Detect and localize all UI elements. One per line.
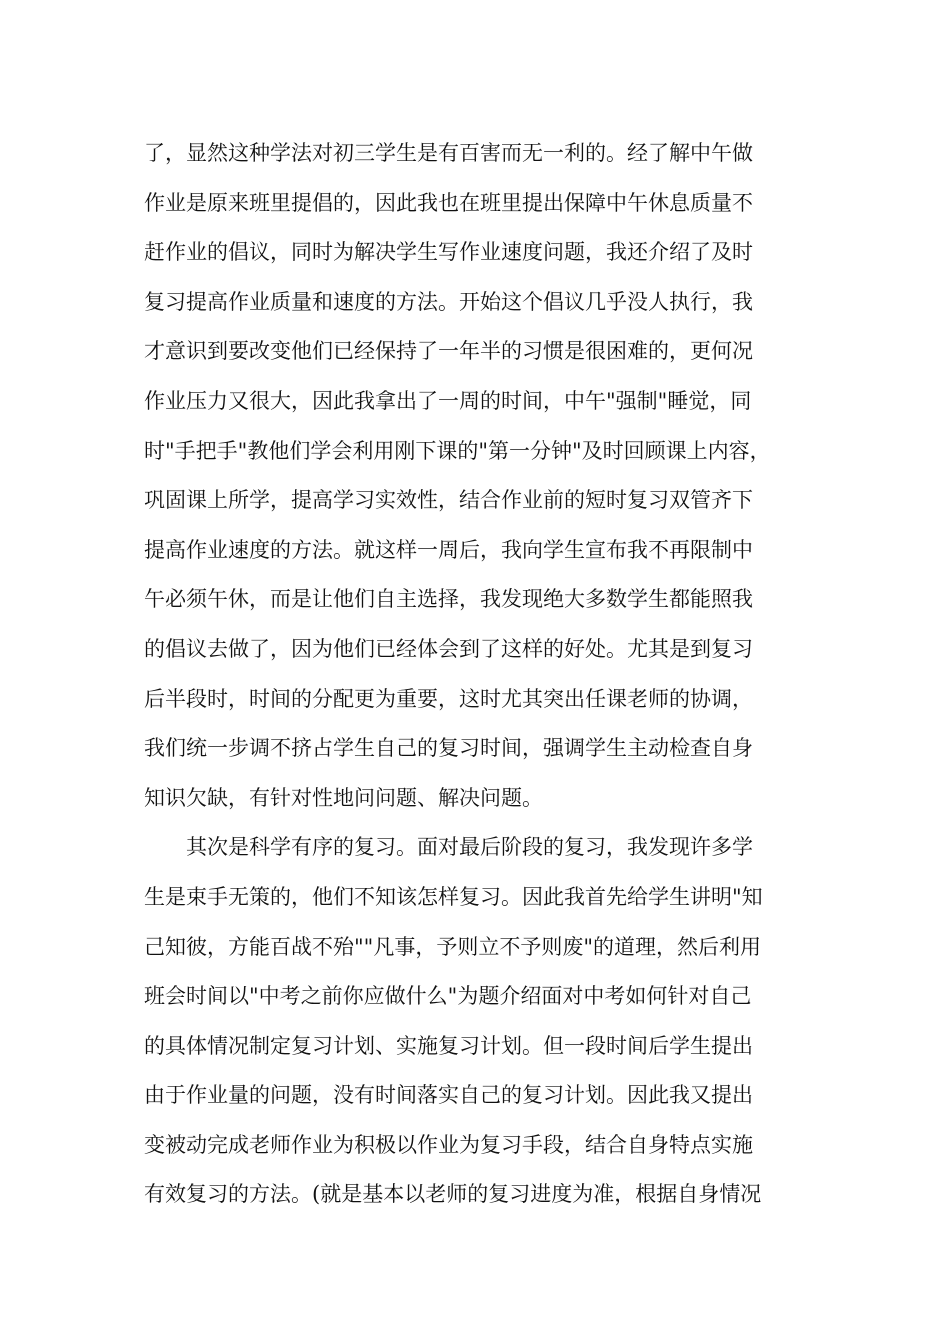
text-line: 班会时间以"中考之前你应做什么"为题介绍面对中考如何针对自己 bbox=[144, 984, 752, 1009]
text-line: 复习提高作业质量和速度的方法。开始这个倡议几乎没人执行，我 bbox=[144, 289, 753, 314]
document-body bbox=[144, 133, 824, 1224]
text-line: 巩固课上所学，提高学习实效性，结合作业前的短时复习双管齐下 bbox=[144, 488, 753, 513]
text-line: 时"手把手"教他们学会利用刚下课的"第一分钟"及时回顾课上内容， bbox=[144, 438, 771, 463]
text-line: 才意识到要改变他们已经保持了一年半的习惯是很困难的，更何况 bbox=[144, 339, 753, 364]
paragraph-start-line: 其次是科学有序的复习。面对最后阶段的复习，我发现许多学 bbox=[144, 835, 753, 860]
text-line: 的具体情况制定复习计划、实施复习计划。但一段时间后学生提出 bbox=[144, 1033, 753, 1058]
text-line: 提高作业速度的方法。就这样一周后，我向学生宣布我不再限制中 bbox=[144, 537, 753, 562]
text-line: 由于作业量的问题，没有时间落实自己的复习计划。因此我又提出 bbox=[144, 1083, 753, 1108]
text-line: 午必须午休，而是让他们自主选择，我发现绝大多数学生都能照我 bbox=[144, 587, 753, 612]
text-line: 的倡议去做了，因为他们已经体会到了这样的好处。尤其是到复习 bbox=[144, 636, 753, 661]
text-line: 己知彼，方能百战不殆""凡事，予则立不予则废"的道理，然后利用 bbox=[144, 934, 761, 959]
text-line: 作业压力又很大，因此我拿出了一周的时间，中午"强制"睡觉，同 bbox=[144, 388, 752, 413]
text-line: 变被动完成老师作业为积极以作业为复习手段，结合自身特点实施 bbox=[144, 1132, 753, 1157]
text-line: 后半段时，时间的分配更为重要，这时尤其突出任课老师的协调， bbox=[144, 686, 753, 711]
text-line: 有效复习的方法。(就是基本以老师的复习进度为准，根据自身情况 bbox=[144, 1182, 762, 1207]
text-line: 赶作业的倡议，同时为解决学生写作业速度问题，我还介绍了及时 bbox=[144, 240, 753, 265]
text-line: 我们统一步调不挤占学生自己的复习时间，强调学生主动检查自身 bbox=[144, 736, 753, 761]
text-line: 作业是原来班里提倡的，因此我也在班里提出保障中午休息质量不 bbox=[144, 190, 753, 215]
text-line: 了，显然这种学法对初三学生是有百害而无一利的。经了解中午做 bbox=[144, 141, 753, 165]
text-line: 生是束手无策的，他们不知该怎样复习。因此我首先给学生讲明"知 bbox=[144, 884, 763, 909]
text-line: 知识欠缺，有针对性地问问题、解决问题。 bbox=[144, 785, 543, 810]
